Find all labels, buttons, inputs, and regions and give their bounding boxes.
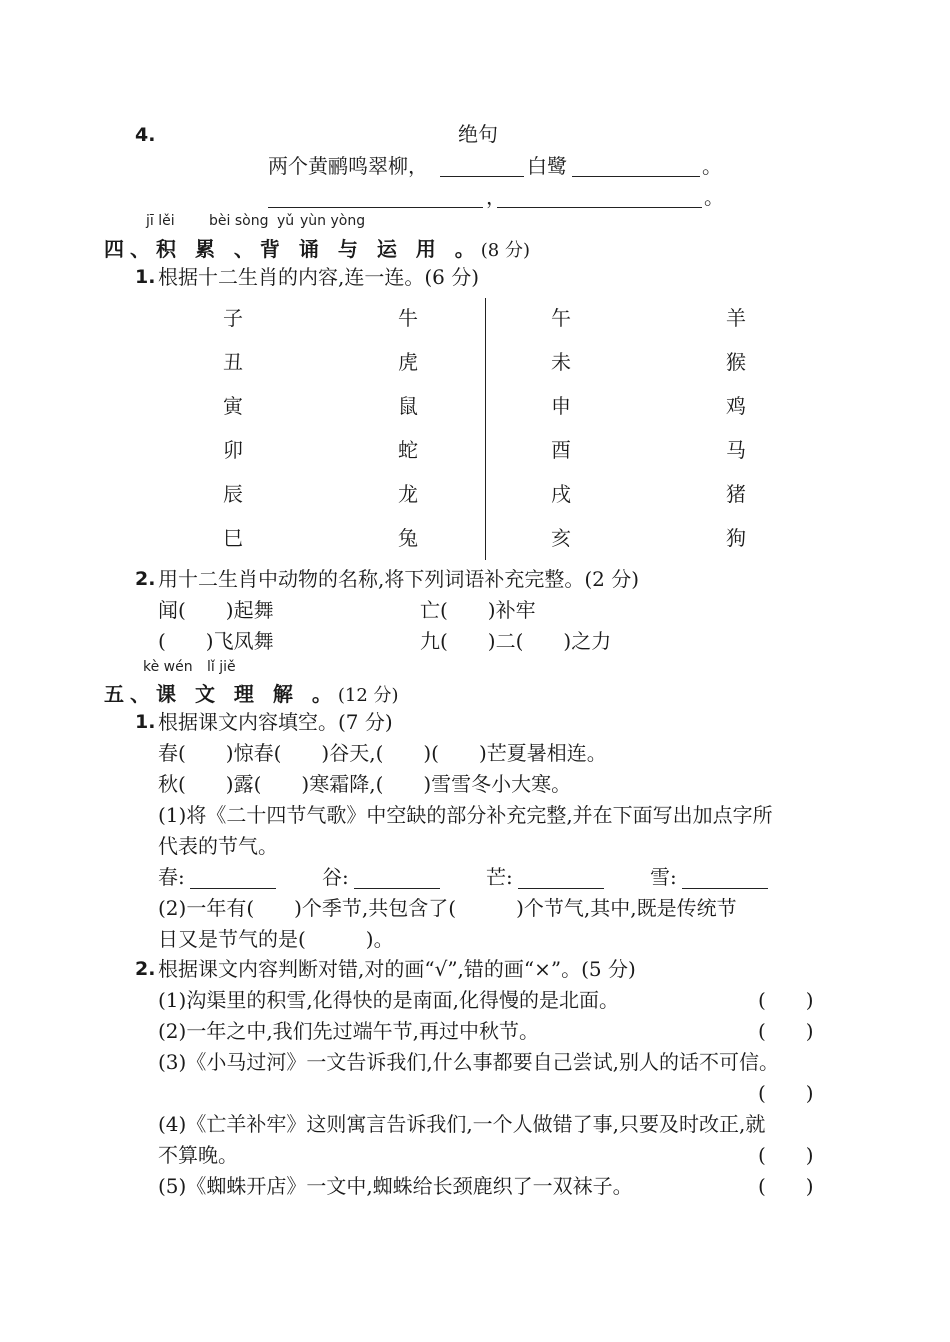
pinyin-jilei: jī lěi bbox=[146, 213, 175, 229]
idiom-item[interactable]: 九( )二( )之力 bbox=[420, 629, 612, 653]
fill-blank-gu[interactable] bbox=[354, 888, 440, 889]
section5-title: 五、课 文 理 解 。 bbox=[104, 682, 338, 706]
poem-title: 绝句 bbox=[458, 122, 498, 146]
zodiac-animal[interactable]: 蛇 bbox=[398, 438, 418, 462]
poem-blank-1[interactable] bbox=[440, 176, 524, 177]
zodiac-branch[interactable]: 未 bbox=[551, 350, 571, 374]
s5-q2-text: 根据课文内容判断对错,对的画“√”,错的画“×”。(5 分) bbox=[158, 957, 636, 981]
judge-item: (2)一年之中,我们先过端午节,再过中秋节。 bbox=[158, 1019, 540, 1043]
s5-q2-number: 2. bbox=[135, 958, 156, 980]
pinyin-kewen: kè wén bbox=[143, 659, 193, 675]
zodiac-animal[interactable]: 猪 bbox=[726, 482, 746, 506]
s5-q1-text: 根据课文内容填空。(7 分) bbox=[158, 710, 393, 734]
zodiac-branch[interactable]: 辰 bbox=[223, 482, 243, 506]
zodiac-branch[interactable]: 亥 bbox=[551, 526, 571, 550]
judge-item: (4)《亡羊补牢》这则寓言告诉我们,一个人做错了事,只要及时改正,就 bbox=[158, 1112, 766, 1136]
idiom-item[interactable]: ( )飞凤舞 bbox=[158, 629, 274, 653]
poem-blank-3[interactable] bbox=[268, 207, 483, 208]
s5-q1-sub1-line2: 代表的节气。 bbox=[158, 834, 278, 858]
zodiac-animal[interactable]: 猴 bbox=[726, 350, 746, 374]
zodiac-animal[interactable]: 鸡 bbox=[726, 394, 746, 418]
s4-q2-text: 用十二生肖中动物的名称,将下列词语补充完整。(2 分) bbox=[158, 567, 640, 591]
s4-q1-number: 1. bbox=[135, 266, 156, 288]
s5-q1-number: 1. bbox=[135, 711, 156, 733]
judge-answer-paren[interactable]: ( ) bbox=[758, 1143, 814, 1167]
pinyin-yu: yǔ bbox=[277, 213, 295, 229]
s5-q1-sub2-line1[interactable]: (2)一年有( )个季节,共包含了( )个节气,其中,既是传统节 bbox=[158, 896, 737, 920]
zodiac-animal[interactable]: 龙 bbox=[398, 482, 418, 506]
section5-heading bbox=[104, 678, 399, 707]
judge-answer-paren[interactable]: ( ) bbox=[758, 1019, 814, 1043]
fill-blank-mang[interactable] bbox=[518, 888, 604, 889]
pinyin-lijie: lǐ jiě bbox=[207, 659, 236, 675]
poem-period-2: 。 bbox=[704, 185, 724, 209]
zodiac-branch[interactable]: 戌 bbox=[551, 482, 571, 506]
poem-period-1: 。 bbox=[702, 154, 722, 178]
pinyin-beisong: bèi sòng bbox=[209, 213, 269, 229]
section4-score: (8 分) bbox=[480, 240, 530, 261]
judge-item: (5)《蜘蛛开店》一文中,蜘蛛给长颈鹿织了一双袜子。 bbox=[158, 1174, 633, 1198]
zodiac-branch[interactable]: 寅 bbox=[223, 394, 243, 418]
zodiac-branch[interactable]: 巳 bbox=[223, 526, 243, 550]
judge-answer-paren[interactable]: ( ) bbox=[758, 988, 814, 1012]
zodiac-branch[interactable]: 酉 bbox=[551, 438, 571, 462]
zodiac-animal[interactable]: 鼠 bbox=[398, 394, 418, 418]
poem-line1-mid: 白鹭 bbox=[527, 154, 567, 178]
judge-item: (3)《小马过河》一文告诉我们,什么事都要自己尝试,别人的话不可信。 bbox=[158, 1050, 780, 1074]
zodiac-animal[interactable]: 兔 bbox=[398, 526, 418, 550]
section4-title: 四、积 累 、背 诵 与 运 用 。 bbox=[104, 237, 481, 261]
fill-label-gu: 谷: bbox=[322, 865, 349, 889]
zodiac-animal[interactable]: 虎 bbox=[398, 350, 418, 374]
fill-blank-chun[interactable] bbox=[190, 888, 276, 889]
fill-label-chun: 春: bbox=[158, 865, 185, 889]
zodiac-animal[interactable]: 牛 bbox=[398, 306, 418, 330]
zodiac-branch[interactable]: 申 bbox=[551, 394, 571, 418]
fill-label-mang: 芒: bbox=[486, 865, 513, 889]
solar-terms-song-line2[interactable]: 秋( )露( )寒霜降,( )雪雪冬小大寒。 bbox=[158, 772, 572, 796]
pinyin-yunyong: yùn yòng bbox=[300, 213, 366, 229]
poem-blank-2[interactable] bbox=[572, 176, 700, 177]
idiom-item[interactable]: 亡( )补牢 bbox=[420, 598, 536, 622]
zodiac-branch[interactable]: 卯 bbox=[223, 438, 243, 462]
judge-answer-paren[interactable]: ( ) bbox=[758, 1081, 814, 1105]
judge-answer-paren[interactable]: ( ) bbox=[758, 1174, 814, 1198]
s5-q1-sub1-line1: (1)将《二十四节气歌》中空缺的部分补充完整,并在下面写出加点字所 bbox=[158, 803, 773, 827]
zodiac-branch[interactable]: 子 bbox=[223, 306, 243, 330]
poem-line1-start: 两个黄鹂鸣翠柳， bbox=[268, 154, 428, 178]
s4-q1-text: 根据十二生肖的内容,连一连。(6 分) bbox=[158, 265, 480, 289]
section5-score: (12 分) bbox=[337, 685, 399, 706]
s4-q2-number: 2. bbox=[135, 568, 156, 590]
s5-q1-sub2-line2[interactable]: 日又是节气的是( )。 bbox=[158, 927, 394, 951]
zodiac-animal[interactable]: 狗 bbox=[726, 526, 746, 550]
fill-blank-xue[interactable] bbox=[682, 888, 768, 889]
zodiac-animal[interactable]: 马 bbox=[726, 438, 746, 462]
zodiac-branch[interactable]: 丑 bbox=[223, 350, 243, 374]
section4-heading bbox=[104, 233, 530, 262]
idiom-item[interactable]: 闻( )起舞 bbox=[158, 598, 274, 622]
zodiac-animal[interactable]: 羊 bbox=[726, 306, 746, 330]
judge-item: (1)沟渠里的积雪,化得快的是南面,化得慢的是北面。 bbox=[158, 988, 620, 1012]
poem-blank-4[interactable] bbox=[497, 207, 702, 208]
fill-label-xue: 雪: bbox=[650, 865, 677, 889]
judge-item-continued: 不算晚。 bbox=[158, 1143, 238, 1167]
solar-terms-song-line1[interactable]: 春( )惊春( )谷天,( )( )芒夏暑相连。 bbox=[158, 741, 607, 765]
zodiac-branch[interactable]: 午 bbox=[551, 306, 571, 330]
poem-comma: ， bbox=[486, 185, 506, 209]
zodiac-divider bbox=[485, 298, 486, 560]
q4-number: 4. bbox=[135, 124, 156, 146]
